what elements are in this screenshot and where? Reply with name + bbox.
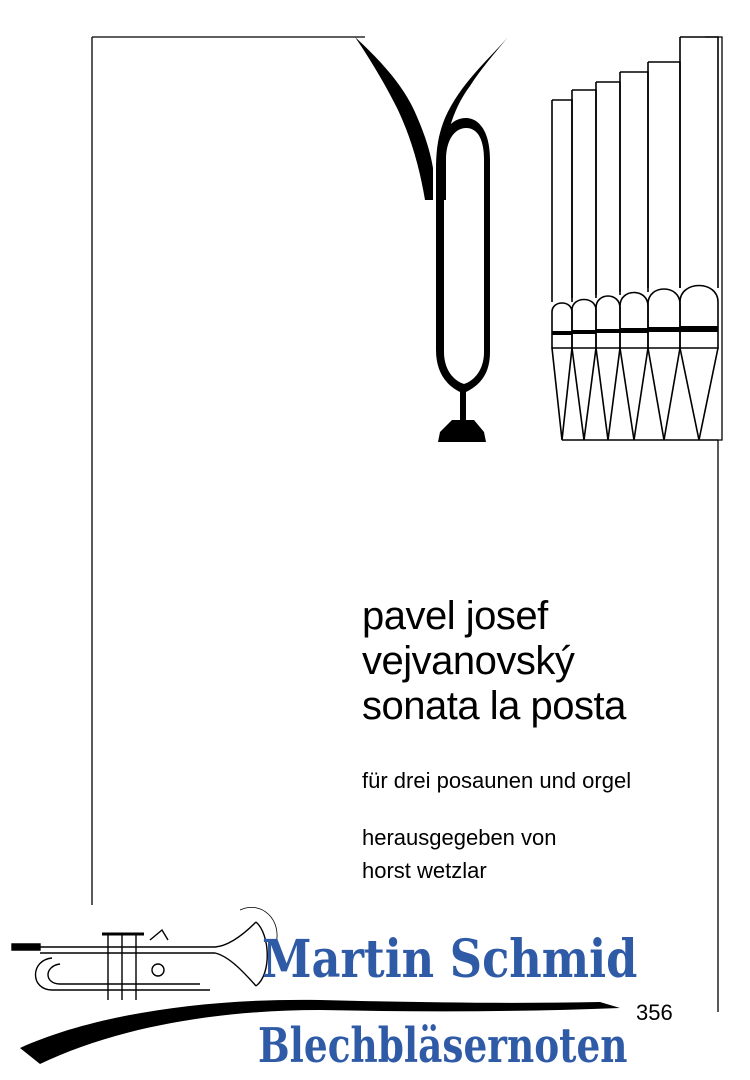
cover-title-block bbox=[362, 594, 626, 729]
editor-name: horst wetzlar bbox=[362, 858, 487, 883]
editor-credit-label: herausgegeben von bbox=[362, 825, 557, 850]
work-title: sonata la posta bbox=[362, 684, 626, 728]
catalog-number: 356 bbox=[636, 1000, 673, 1025]
organ-pipes-icon bbox=[552, 37, 718, 440]
watermark-line-2: Blechbläsernoten bbox=[258, 1018, 628, 1074]
organ-pipe-mouths bbox=[552, 326, 718, 335]
editor-credit bbox=[362, 821, 557, 887]
watermark-line-1: Martin Schmid bbox=[262, 929, 638, 990]
composer-first-names: pavel josef bbox=[362, 594, 548, 638]
composer-surname: vejvanovský bbox=[362, 639, 575, 683]
instrumentation: für drei posaunen und orgel bbox=[362, 768, 632, 793]
trumpet-icon bbox=[12, 907, 277, 1000]
posthorn-icon bbox=[355, 37, 508, 442]
